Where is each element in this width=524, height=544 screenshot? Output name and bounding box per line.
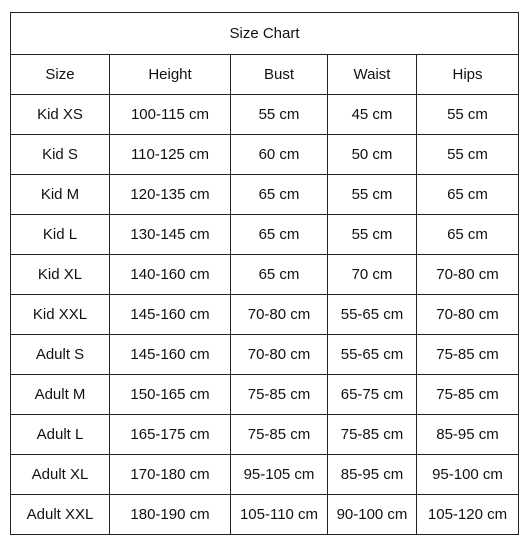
cell-waist: 65-75 cm (328, 375, 417, 415)
cell-height: 145-160 cm (110, 335, 231, 375)
cell-bust: 60 cm (231, 135, 328, 175)
cell-size: Adult S (11, 335, 110, 375)
table-row (11, 415, 519, 455)
header-height: Height (110, 55, 231, 95)
cell-height: 180-190 cm (110, 495, 231, 535)
cell-hips: 95-100 cm (417, 455, 519, 495)
cell-height: 120-135 cm (110, 175, 231, 215)
cell-size: Kid XS (11, 95, 110, 135)
table-row (11, 375, 519, 415)
table-row (11, 335, 519, 375)
table-row (11, 215, 519, 255)
table-row (11, 295, 519, 335)
cell-size: Adult XXL (11, 495, 110, 535)
cell-bust: 70-80 cm (231, 335, 328, 375)
header-hips: Hips (417, 55, 519, 95)
cell-bust: 70-80 cm (231, 295, 328, 335)
cell-waist: 55 cm (328, 215, 417, 255)
cell-hips: 105-120 cm (417, 495, 519, 535)
cell-waist: 75-85 cm (328, 415, 417, 455)
cell-hips: 75-85 cm (417, 335, 519, 375)
cell-waist: 55-65 cm (328, 335, 417, 375)
header-row (11, 55, 519, 95)
table-row (11, 175, 519, 215)
cell-size: Kid XL (11, 255, 110, 295)
cell-hips: 55 cm (417, 95, 519, 135)
cell-hips: 65 cm (417, 215, 519, 255)
cell-height: 110-125 cm (110, 135, 231, 175)
cell-bust: 105-110 cm (231, 495, 328, 535)
size-chart-table (10, 12, 519, 535)
cell-size: Kid S (11, 135, 110, 175)
cell-size: Kid L (11, 215, 110, 255)
cell-size: Adult L (11, 415, 110, 455)
header-size: Size (11, 55, 110, 95)
cell-bust: 65 cm (231, 255, 328, 295)
cell-hips: 70-80 cm (417, 295, 519, 335)
cell-bust: 65 cm (231, 175, 328, 215)
cell-waist: 85-95 cm (328, 455, 417, 495)
cell-hips: 70-80 cm (417, 255, 519, 295)
cell-waist: 50 cm (328, 135, 417, 175)
cell-height: 165-175 cm (110, 415, 231, 455)
cell-waist: 55-65 cm (328, 295, 417, 335)
cell-hips: 75-85 cm (417, 375, 519, 415)
table-row (11, 495, 519, 535)
cell-bust: 65 cm (231, 215, 328, 255)
size-chart-container (10, 12, 519, 535)
table-row (11, 255, 519, 295)
header-waist: Waist (328, 55, 417, 95)
header-bust: Bust (231, 55, 328, 95)
title-row (11, 13, 519, 55)
cell-height: 130-145 cm (110, 215, 231, 255)
table-title: Size Chart (11, 13, 519, 55)
cell-height: 145-160 cm (110, 295, 231, 335)
cell-size: Kid XXL (11, 295, 110, 335)
cell-height: 100-115 cm (110, 95, 231, 135)
cell-waist: 45 cm (328, 95, 417, 135)
cell-height: 170-180 cm (110, 455, 231, 495)
cell-bust: 55 cm (231, 95, 328, 135)
cell-size: Kid M (11, 175, 110, 215)
cell-hips: 65 cm (417, 175, 519, 215)
cell-size: Adult XL (11, 455, 110, 495)
cell-height: 140-160 cm (110, 255, 231, 295)
table-row (11, 455, 519, 495)
cell-waist: 55 cm (328, 175, 417, 215)
cell-waist: 70 cm (328, 255, 417, 295)
cell-waist: 90-100 cm (328, 495, 417, 535)
cell-size: Adult M (11, 375, 110, 415)
cell-hips: 55 cm (417, 135, 519, 175)
cell-bust: 75-85 cm (231, 375, 328, 415)
table-row (11, 95, 519, 135)
cell-bust: 95-105 cm (231, 455, 328, 495)
table-row (11, 135, 519, 175)
cell-bust: 75-85 cm (231, 415, 328, 455)
cell-height: 150-165 cm (110, 375, 231, 415)
cell-hips: 85-95 cm (417, 415, 519, 455)
